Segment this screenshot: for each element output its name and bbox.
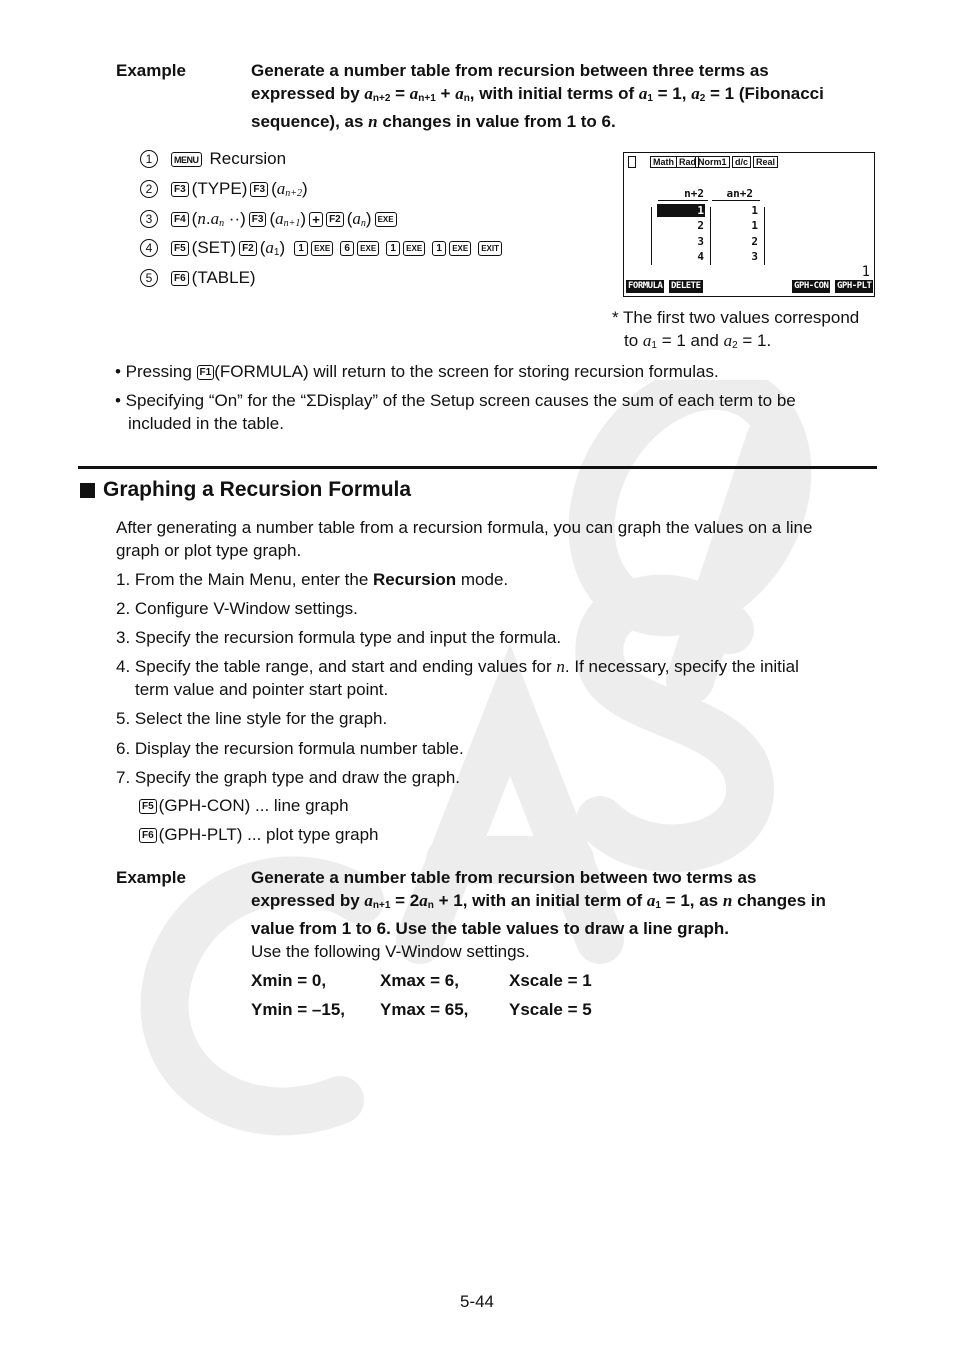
text: changes in — [732, 891, 826, 910]
var: a — [691, 84, 700, 103]
graph-option-line — [139, 796, 349, 816]
text: 1. From the Main Menu, enter the — [116, 570, 374, 589]
column-header-an: an+2 — [726, 187, 753, 200]
table-divider — [651, 207, 652, 265]
var: n — [722, 891, 733, 910]
var: a — [646, 891, 656, 910]
text: ·· — [224, 209, 241, 228]
procedure-step-1 — [116, 568, 876, 591]
var: a — [455, 84, 464, 103]
mode-name: Recursion — [373, 570, 457, 589]
var: a — [638, 84, 648, 103]
procedure-step-7: 7. Specify the graph type and draw the graph. — [116, 768, 461, 787]
procedure-step-5: 5. Select the line style for the graph. — [116, 709, 388, 728]
subscript: n+2 — [285, 188, 302, 199]
digit-1-key-icon: 1 — [432, 241, 446, 256]
f1-key-icon: F1 — [197, 365, 215, 380]
text: (FORMULA) will return to the screen for storing recursion formulas. — [214, 362, 719, 381]
footnote-line: * The first two values correspond — [612, 308, 860, 327]
vwindow-xmax: Xmax = 6, — [380, 971, 459, 990]
example-text-line — [251, 110, 881, 133]
f6-key-icon: F6 — [171, 271, 189, 286]
text: sequence), as — [251, 112, 369, 131]
vwindow-yscale: Yscale = 5 — [509, 1000, 592, 1019]
subscript: n+1 — [283, 218, 301, 229]
text: . If necessary, specify the initial — [564, 657, 799, 676]
digit-1-key-icon: 1 — [386, 241, 400, 256]
subscript: 1 — [273, 247, 280, 258]
text: . — [205, 209, 211, 228]
step-text: (TYPE) — [191, 179, 248, 198]
vwindow-ymax: Ymax = 65, — [380, 1000, 469, 1019]
text: + 1, with an initial term of — [433, 891, 647, 910]
example-label: Example — [116, 61, 186, 80]
text: = 1 (Fibonacci — [705, 84, 824, 103]
procedure-step-2: 2. Configure V-Window settings. — [116, 599, 358, 618]
text: = 1, as — [660, 891, 723, 910]
vwindow-intro: Use the following V-Window settings. — [251, 942, 530, 961]
subscript: 1 — [655, 900, 661, 911]
f2-key-icon: F2 — [239, 241, 257, 256]
var: a — [642, 331, 652, 350]
fkey-gph-plt[interactable]: GPH-PLT — [837, 281, 872, 291]
fkey-gph-con[interactable]: GPH-CON — [794, 281, 829, 291]
var: a — [275, 209, 284, 228]
procedure-step-6: 6. Display the recursion formula number table. — [116, 739, 464, 758]
subscript: n+2 — [372, 93, 391, 104]
table-cell: 3 — [697, 235, 704, 248]
footnote-line — [612, 329, 892, 357]
step-text: (SET) — [191, 238, 237, 257]
text: (GPH-CON) ... line graph — [158, 796, 349, 815]
text: mode. — [456, 570, 509, 589]
battery-icon — [628, 156, 636, 168]
text: included in the table. — [128, 414, 284, 433]
step-formula: $(a_{n+1})$ — [269, 209, 307, 229]
subscript: n — [360, 218, 366, 229]
section-rule — [78, 466, 877, 469]
f5-key-icon: F5 — [139, 799, 157, 814]
subscript: 1 — [647, 93, 653, 104]
text: graph or plot type graph. — [116, 541, 302, 560]
subscript: n — [427, 900, 434, 911]
status-rad: Rad — [676, 156, 699, 168]
example-description — [251, 59, 881, 133]
step-2 — [140, 177, 308, 201]
step-1 — [140, 147, 286, 171]
vwindow-xmin: Xmin = 0, — [251, 971, 327, 990]
example-text-line — [251, 889, 881, 917]
text: = 1. — [737, 331, 772, 350]
cell-value-readout: 1 — [861, 264, 870, 280]
step-number: 3 — [140, 210, 158, 228]
step-formula: $(a_1)$ — [259, 238, 286, 258]
exe-key-icon: EXE — [357, 241, 379, 256]
table-divider — [710, 207, 711, 265]
status-real: Real — [753, 156, 778, 168]
text: (GPH-PLT) ... plot type graph — [158, 825, 379, 844]
table-cell: 4 — [697, 250, 704, 263]
square-bullet-icon — [80, 483, 95, 498]
section-heading — [80, 478, 411, 502]
plus-key-icon: + — [309, 212, 323, 227]
table-cell: 3 — [751, 250, 758, 263]
procedure-step-4 — [116, 655, 876, 701]
step-3 — [140, 207, 397, 231]
var: n — [197, 209, 206, 228]
example-text-line — [251, 82, 881, 110]
fkey-delete[interactable]: DELETE — [671, 281, 701, 291]
status-math: Math — [650, 156, 677, 168]
subscript: 1 — [651, 340, 657, 351]
f5-key-icon: F5 — [171, 241, 189, 256]
subscript: 2 — [699, 93, 706, 104]
digit-1-key-icon: 1 — [294, 241, 308, 256]
var: a — [352, 209, 361, 228]
example-text-line: value from 1 to 6. Use the table values to draw a line graph. — [251, 919, 730, 938]
var: a — [409, 84, 419, 103]
vwindow-xscale: Xscale = 1 — [509, 971, 592, 990]
text: = — [390, 84, 410, 103]
f4-key-icon: F4 — [171, 212, 189, 227]
screen-footnote — [612, 306, 892, 357]
section-intro — [116, 516, 876, 562]
step-text: (TABLE) — [191, 268, 256, 287]
var: a — [364, 84, 373, 103]
example-description — [251, 866, 881, 940]
step-number: 2 — [140, 180, 158, 198]
f3-key-icon: F3 — [249, 212, 267, 227]
text: term value and pointer start point. — [135, 680, 389, 699]
table-cell: 2 — [697, 219, 704, 232]
text: , with initial terms of — [469, 84, 639, 103]
status-dc: d/c — [732, 156, 751, 168]
step-number: 5 — [140, 269, 158, 287]
column-header-n: n+2 — [684, 187, 704, 200]
header-underline — [658, 200, 708, 201]
table-divider — [764, 207, 765, 265]
step-formula: $(a_{n+2})$ — [271, 179, 308, 199]
text: = 1 and — [656, 331, 724, 350]
var: a — [276, 179, 286, 198]
procedure-step-3: 3. Specify the recursion formula type and input the formula. — [116, 628, 562, 647]
exe-key-icon: EXE — [375, 212, 397, 227]
var: n — [556, 657, 565, 676]
subscript: 2 — [732, 340, 738, 351]
var: a — [364, 891, 373, 910]
text: = 2 — [390, 891, 420, 910]
table-cell: 1 — [751, 219, 758, 232]
text: expressed by — [251, 84, 365, 103]
calculator-screen — [623, 152, 875, 297]
subscript: n+1 — [418, 93, 436, 104]
graph-option-plot — [139, 825, 379, 845]
text: After generating a number table from a recursion formula, you can graph the values on a line — [116, 518, 813, 537]
exe-key-icon: EXE — [311, 241, 333, 256]
subscript: n — [219, 218, 225, 229]
example-label: Example — [116, 868, 186, 887]
example-text-line: Generate a number table from recursion between three terms as — [251, 61, 769, 80]
exit-key-icon: EXIT — [478, 241, 502, 256]
text: 4. Specify the table range, and start and ending values for — [116, 657, 557, 676]
f3-key-icon: F3 — [250, 182, 268, 197]
bullet-sigma-display — [115, 389, 875, 435]
step-4 — [140, 236, 502, 260]
status-norm: Norm1 — [695, 156, 730, 168]
subscript: n — [463, 93, 470, 104]
step-number: 4 — [140, 239, 158, 257]
header-underline — [712, 200, 760, 201]
page-number: 5-44 — [459, 1292, 495, 1311]
var: a — [265, 238, 274, 257]
text: • Specifying “On” for the “ΣDisplay” of the Setup screen causes the sum of each term to be — [115, 391, 796, 410]
fkey-formula[interactable]: FORMULA — [628, 281, 663, 291]
exe-key-icon: EXE — [449, 241, 471, 256]
var: n — [368, 112, 378, 131]
text: • Pressing — [115, 362, 197, 381]
text: to — [624, 331, 643, 350]
text: changes in value from 1 to 6. — [377, 112, 616, 131]
step-formula: ($n.a_n$ ··) — [191, 209, 246, 229]
text: + — [435, 84, 456, 103]
f2-key-icon: F2 — [326, 212, 344, 227]
menu-key-icon: MENU — [171, 152, 202, 167]
step-text: Recursion — [209, 149, 287, 168]
bullet-formula — [115, 360, 875, 383]
section-title: Graphing a Recursion Formula — [103, 478, 412, 501]
table-cell: 1 — [751, 204, 758, 217]
text: expressed by — [251, 891, 365, 910]
subscript: n+1 — [372, 900, 391, 911]
step-number: 1 — [140, 150, 158, 168]
f3-key-icon: F3 — [171, 182, 189, 197]
var: a — [723, 331, 733, 350]
exe-key-icon: EXE — [403, 241, 425, 256]
var: a — [419, 891, 428, 910]
table-cell: 1 — [697, 204, 704, 217]
digit-6-key-icon: 6 — [340, 241, 354, 256]
step-5 — [140, 266, 256, 290]
example-text-line: Generate a number table from recursion between two terms as — [251, 868, 757, 887]
table-cell: 2 — [751, 235, 758, 248]
var: a — [210, 209, 220, 228]
vwindow-ymin: Ymin = –15, — [251, 1000, 346, 1019]
step-formula: $(a_n)$ — [346, 209, 372, 229]
text: = 1, — [652, 84, 692, 103]
f6-key-icon: F6 — [139, 828, 157, 843]
